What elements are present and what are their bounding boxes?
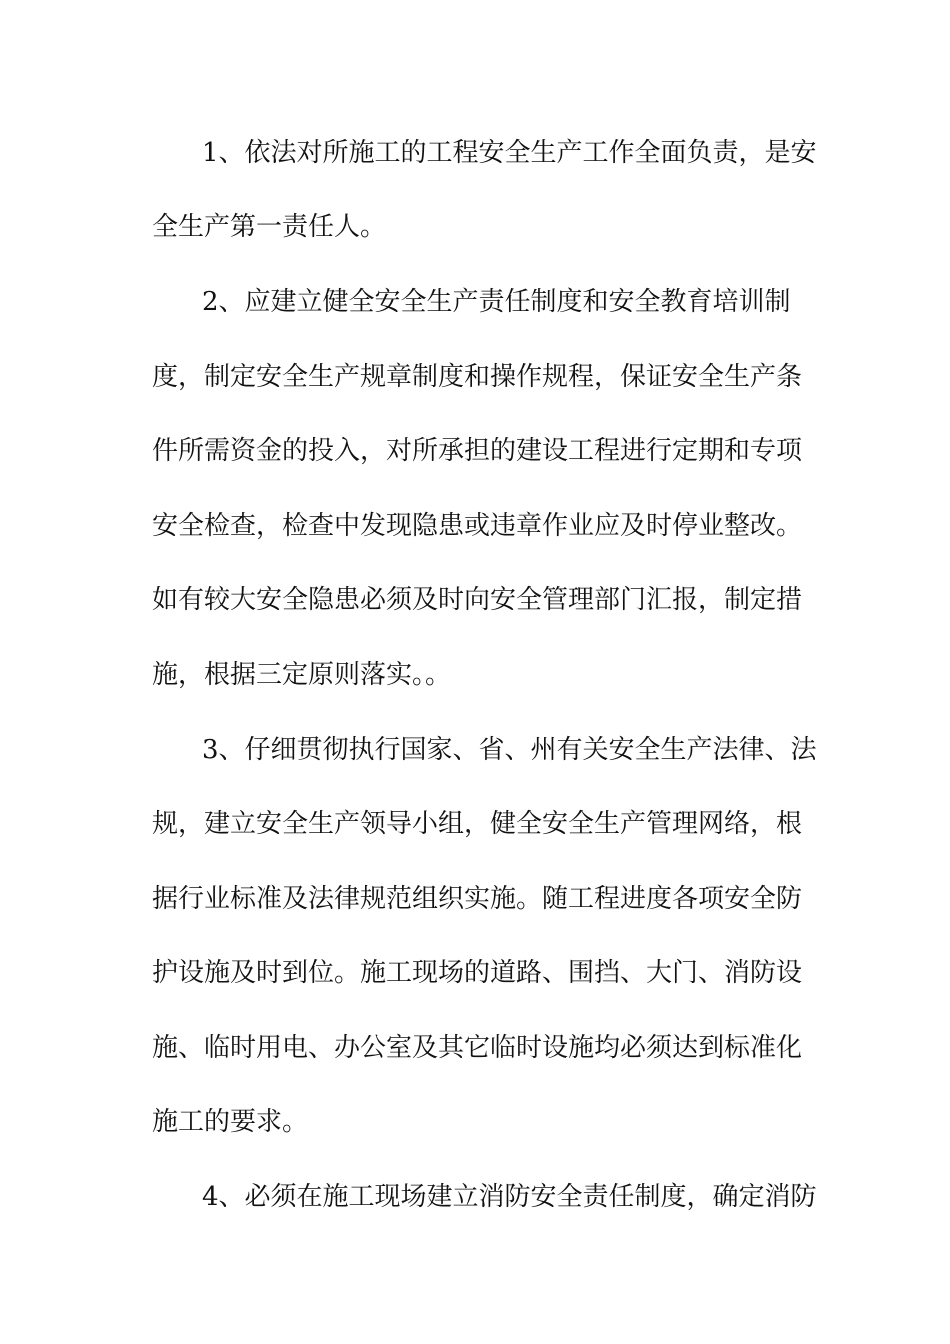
paragraph-3-line-3: 据行业标准及法律规范组织实施。随工程进度各项安全防 <box>152 884 803 914</box>
paragraph-4-line-1: 4、必须在施工现场建立消防安全责任制度，确定消防 <box>202 1182 817 1212</box>
paragraph-2-line-4: 安全检查，检查中发现隐患或违章作业应及时停业整改。 <box>152 511 803 541</box>
paragraph-3-line-6: 施工的要求。 <box>152 1107 309 1137</box>
paragraph-2-line-3: 件所需资金的投入，对所承担的建设工程进行定期和专项 <box>152 436 803 466</box>
paragraph-2-line-1: 2、应建立健全安全生产责任制度和安全教育培训制 <box>202 287 791 317</box>
paragraph-3-line-1: 3、仔细贯彻执行国家、省、州有关安全生产法律、法 <box>202 735 817 765</box>
paragraph-1-line-1: 1、依法对所施工的工程安全生产工作全面负责，是安 <box>202 138 817 168</box>
paragraph-2-line-6: 施，根据三定原则落实。。 <box>152 660 452 690</box>
paragraph-2-line-2: 度，制定安全生产规章制度和操作规程，保证安全生产条 <box>152 362 803 392</box>
paragraph-3-line-5: 施、临时用电、办公室及其它临时设施均必须达到标准化 <box>152 1033 803 1063</box>
paragraph-2-line-5: 如有较大安全隐患必须及时向安全管理部门汇报，制定措 <box>152 585 803 615</box>
paragraph-3-line-4: 护设施及时到位。施工现场的道路、围挡、大门、消防设 <box>152 958 803 988</box>
paragraph-3-line-2: 规，建立安全生产领导小组，健全安全生产管理网络，根 <box>152 809 803 839</box>
paragraph-1-line-2: 全生产第一责任人。 <box>152 212 387 242</box>
